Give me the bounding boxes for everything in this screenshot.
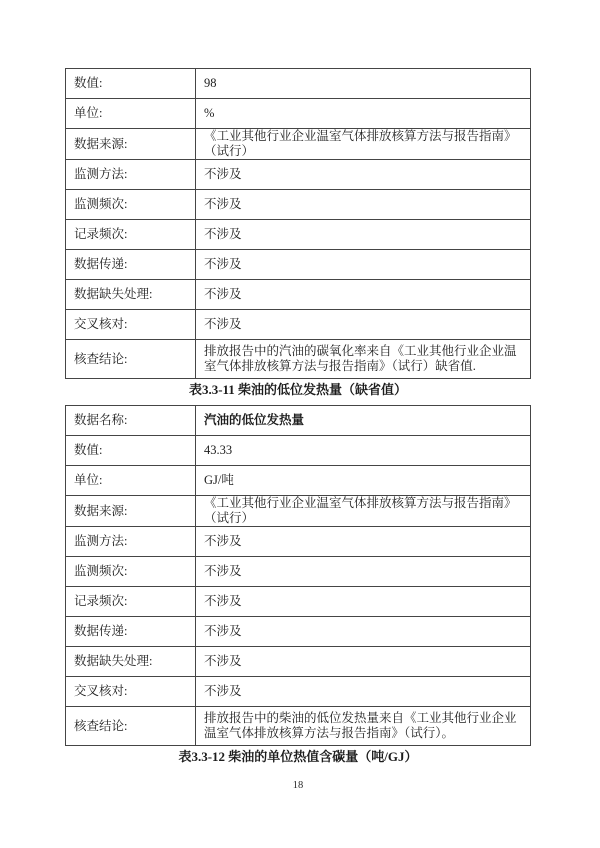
row-label: 单位: bbox=[66, 99, 196, 129]
row-value: % bbox=[196, 99, 531, 129]
row-value: 98 bbox=[196, 69, 531, 99]
row-value: 不涉及 bbox=[196, 677, 531, 707]
table-row bbox=[66, 99, 531, 129]
row-label: 单位: bbox=[66, 466, 196, 496]
row-value: 不涉及 bbox=[196, 280, 531, 310]
table-row bbox=[66, 436, 531, 466]
row-value: 《工业其他行业企业温室气体排放核算方法与报告指南》（试行） bbox=[196, 129, 531, 160]
row-value: 不涉及 bbox=[196, 220, 531, 250]
row-value: 《工业其他行业企业温室气体排放核算方法与报告指南》（试行） bbox=[196, 496, 531, 527]
row-value: 不涉及 bbox=[196, 527, 531, 557]
table-row bbox=[66, 496, 531, 527]
row-value: 汽油的低位发热量 bbox=[196, 406, 531, 436]
row-label: 数值: bbox=[66, 69, 196, 99]
row-label: 交叉核对: bbox=[66, 677, 196, 707]
row-label: 监测频次: bbox=[66, 557, 196, 587]
table-row-conclusion bbox=[66, 707, 531, 746]
row-value: 不涉及 bbox=[196, 647, 531, 677]
table-row-conclusion bbox=[66, 340, 531, 379]
verification-table-carbon-oxidation bbox=[65, 68, 531, 379]
row-label: 数据传递: bbox=[66, 617, 196, 647]
row-label: 数据缺失处理: bbox=[66, 647, 196, 677]
row-value: 不涉及 bbox=[196, 310, 531, 340]
table-row bbox=[66, 617, 531, 647]
row-label: 监测方法: bbox=[66, 527, 196, 557]
row-value: 43.33 bbox=[196, 436, 531, 466]
table-row bbox=[66, 69, 531, 99]
table-row bbox=[66, 466, 531, 496]
row-label: 数据来源: bbox=[66, 129, 196, 160]
row-label: 监测频次: bbox=[66, 190, 196, 220]
row-label: 核查结论: bbox=[66, 340, 196, 379]
table-caption-3-3-12: 表3.3-12 柴油的单位热值含碳量（吨/GJ） bbox=[178, 749, 418, 764]
row-label: 数据来源: bbox=[66, 496, 196, 527]
row-value: 不涉及 bbox=[196, 557, 531, 587]
row-value: 不涉及 bbox=[196, 617, 531, 647]
page-number: 18 bbox=[292, 780, 304, 791]
row-label: 交叉核对: bbox=[66, 310, 196, 340]
table-row bbox=[66, 220, 531, 250]
row-value: 不涉及 bbox=[196, 587, 531, 617]
row-value: GJ/吨 bbox=[196, 466, 531, 496]
row-label: 记录频次: bbox=[66, 587, 196, 617]
table-row bbox=[66, 677, 531, 707]
table-row bbox=[66, 310, 531, 340]
table-caption-3-3-11: 表3.3-11 柴油的低位发热量（缺省值） bbox=[188, 382, 408, 397]
row-label: 数据缺失处理: bbox=[66, 280, 196, 310]
table-row bbox=[66, 647, 531, 677]
table-row bbox=[66, 280, 531, 310]
row-label: 数值: bbox=[66, 436, 196, 466]
verification-table-heating-value bbox=[65, 405, 531, 746]
table-row bbox=[66, 587, 531, 617]
row-label: 记录频次: bbox=[66, 220, 196, 250]
table-row bbox=[66, 250, 531, 280]
row-value: 不涉及 bbox=[196, 190, 531, 220]
row-value: 不涉及 bbox=[196, 250, 531, 280]
row-value: 排放报告中的柴油的低位发热量来自《工业其他行业企业温室气体排放核算方法与报告指南》（试行）。 bbox=[196, 707, 531, 746]
row-label: 核查结论: bbox=[66, 707, 196, 746]
table-row bbox=[66, 406, 531, 436]
table-row bbox=[66, 129, 531, 160]
row-label: 数据名称: bbox=[66, 406, 196, 436]
page-content bbox=[65, 68, 531, 791]
table-row bbox=[66, 190, 531, 220]
row-value: 排放报告中的汽油的碳氧化率来自《工业其他行业企业温室气体排放核算方法与报告指南》（试行）缺省值. bbox=[196, 340, 531, 379]
row-label: 监测方法: bbox=[66, 160, 196, 190]
table-row bbox=[66, 160, 531, 190]
table-row bbox=[66, 557, 531, 587]
row-label: 数据传递: bbox=[66, 250, 196, 280]
row-value: 不涉及 bbox=[196, 160, 531, 190]
table-row bbox=[66, 527, 531, 557]
